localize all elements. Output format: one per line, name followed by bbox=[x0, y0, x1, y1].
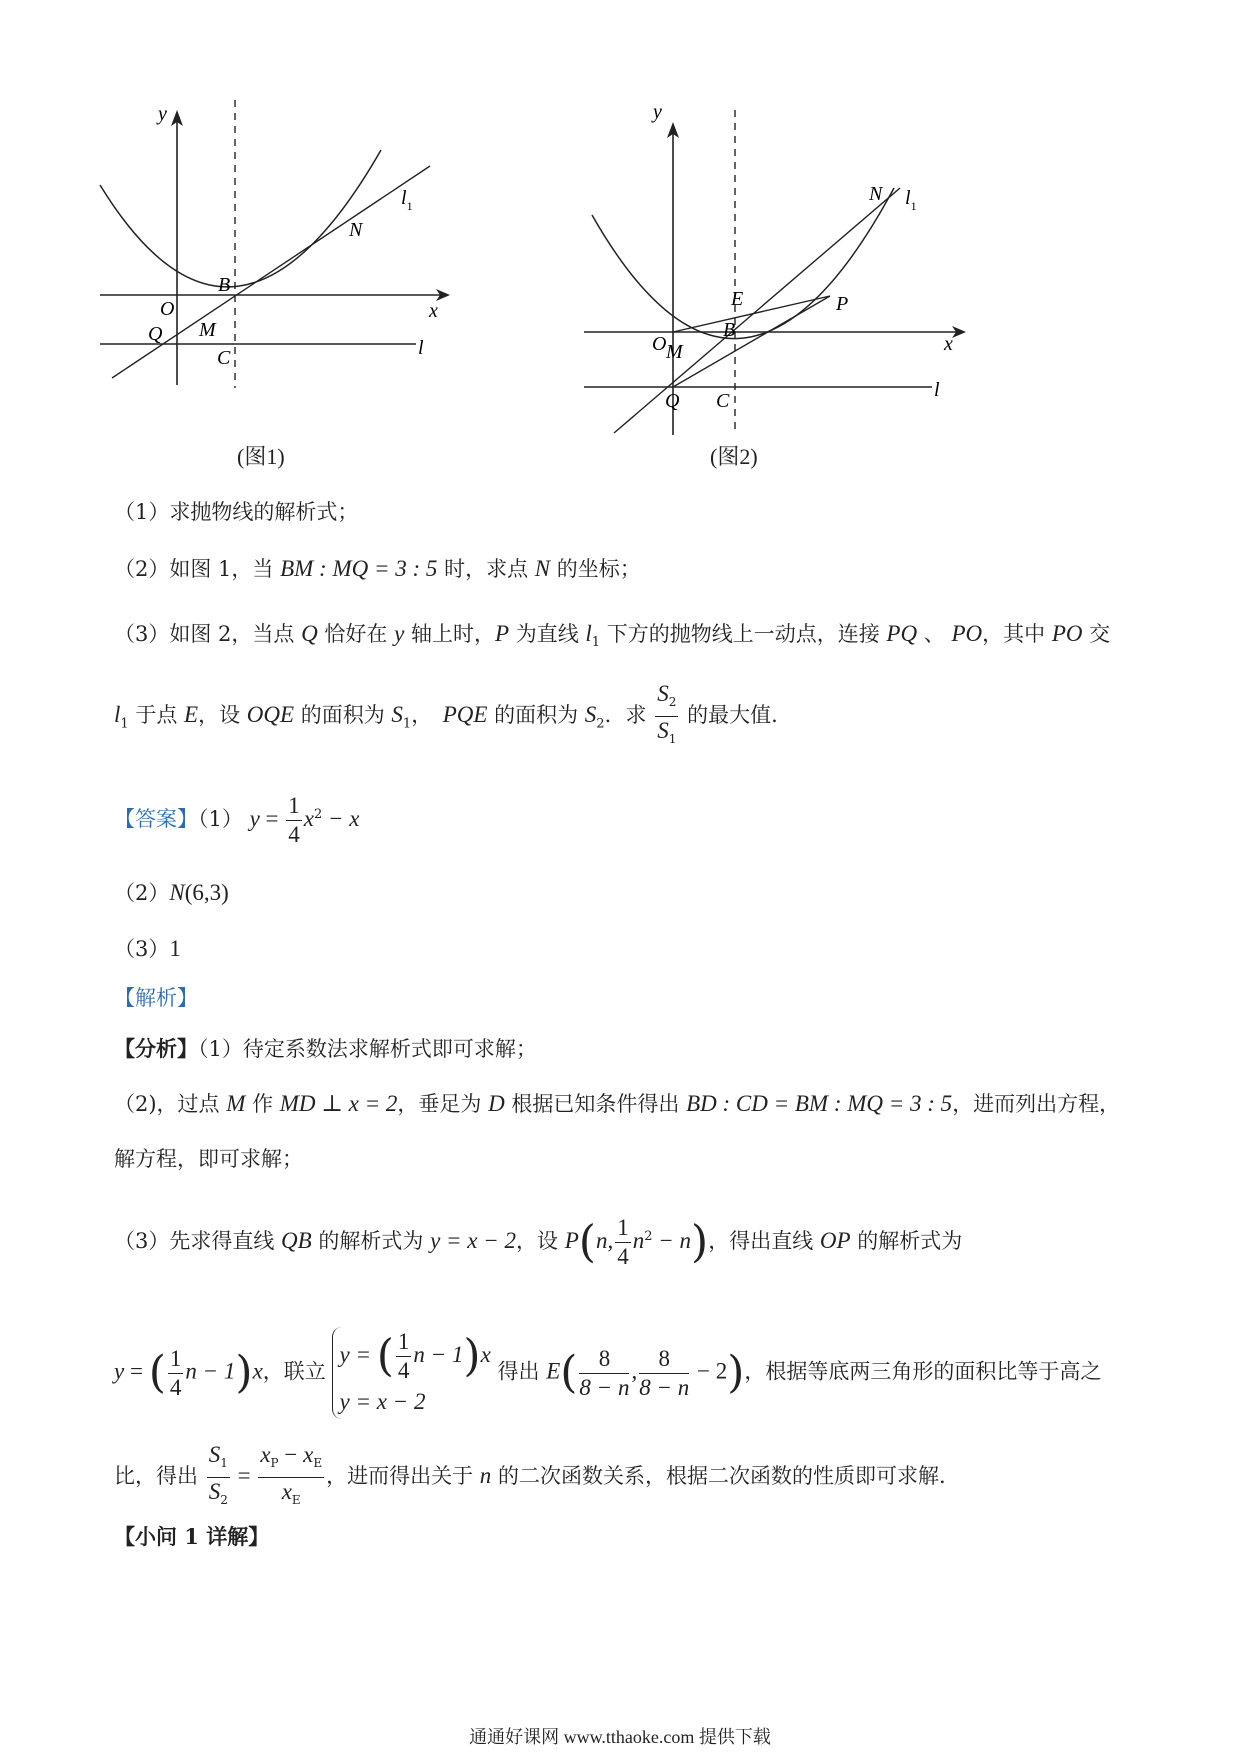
label-y: y bbox=[653, 101, 662, 123]
parabola bbox=[100, 150, 381, 287]
analysis-part-2: （2)，过点 M 作 MD ⊥ x = 2，垂足为 D 根据已知条件得出 BD : CD = BM : MQ = 3 : 5，进而列出方程， bbox=[114, 1091, 1121, 1116]
label-Q: Q bbox=[148, 323, 163, 345]
segment-PQ bbox=[673, 296, 830, 387]
label-l: l bbox=[418, 337, 424, 359]
line-l1 bbox=[614, 188, 900, 433]
segment-PO bbox=[673, 296, 830, 332]
question-1: （1）求抛物线的解析式； bbox=[114, 500, 359, 524]
label-B: B bbox=[218, 274, 231, 296]
answer-3: （3）1 bbox=[114, 936, 181, 961]
figure-2 bbox=[582, 100, 982, 444]
footer: 通通好课网 www.tthaoke.com 提供下载 bbox=[469, 1727, 771, 1747]
question-3-line-2: $l_1$ 于点 E，设 OQE 的面积为 $S_1$， PQE 的面积为 $S_2$．求 $\frac{S_2}{S_1}$ 的最大值. bbox=[114, 680, 778, 753]
label-l1: $l_1$ bbox=[401, 187, 413, 213]
label-y: y bbox=[158, 103, 167, 125]
figure-1-graph bbox=[98, 100, 458, 400]
analysis-part-3-system: y = ( $\frac{1}{4}$ n − 1)x，联立 y = ( $\frac{1}{4}$ n − 1)x y = x − 2 得出 E( $\frac{8}{8 - n}$ , $\frac{8}{8 - n}$ − 2)，根据等底两三角形的面积比等于高之 bbox=[114, 1327, 1101, 1419]
figure-2-graph bbox=[582, 100, 982, 440]
equation-system: y = ( $\frac{1}{4}$ n − 1)x y = x − 2 bbox=[332, 1327, 490, 1419]
fraction-S2-S1: $\frac{S_2}{S_1}$ bbox=[657, 681, 677, 747]
answer-1: 【答案】（1） y = $\frac{1}{4}$ $x^2 - x$ bbox=[114, 793, 360, 847]
label-M: M bbox=[666, 341, 683, 363]
label-l1: $l_1$ bbox=[905, 187, 917, 213]
question-2: （2）如图 1，当 BM : MQ = 3 : 5 时，求点 N 的坐标； bbox=[114, 556, 641, 581]
label-x: x bbox=[429, 300, 438, 322]
figure-1-caption: (图1) bbox=[237, 444, 285, 469]
answer-2: （2）N(6,3) bbox=[114, 880, 229, 905]
label-O: O bbox=[652, 333, 667, 355]
subquestion-1-title: 【小问 1 详解】 bbox=[114, 1524, 270, 1549]
question-3-line-1: （3）如图 2，当点 Q 恰好在 y 轴上时，P 为直线 $l_1$ 下方的抛物线上一动点，连接 PQ 、 PO，其中 PO 交 bbox=[114, 621, 1111, 651]
label-l: l bbox=[934, 379, 940, 401]
analysis-part-3-ratio: 比，得出 $\frac{S_1}{S_2}$ = $\frac{x_P - x_E}{x_E}$ ，进而得出关于 n 的二次函数关系，根据二次函数的性质即可求解. bbox=[114, 1442, 946, 1508]
line-l1 bbox=[112, 166, 430, 378]
label-O: O bbox=[160, 298, 175, 320]
label-B: B bbox=[723, 319, 736, 341]
label-P: P bbox=[836, 293, 849, 315]
analysis-heading: 【解析】 bbox=[114, 986, 198, 1010]
analysis-summary: 【分析】（1）待定系数法求解析式即可求解； bbox=[114, 1036, 537, 1061]
label-M: M bbox=[199, 319, 216, 341]
analysis-part-3: （3）先求得直线 QB 的解析式为 y = x − 2，设 P(n, $\frac{1}{4}$ $n^2 - n$)，得出直线 OP 的解析式为 bbox=[114, 1215, 963, 1269]
figure-1 bbox=[98, 100, 458, 404]
analysis-part-2-cont: 解方程，即可求解； bbox=[114, 1147, 303, 1171]
label-N: N bbox=[869, 183, 883, 205]
label-C: C bbox=[217, 347, 231, 369]
label-N: N bbox=[349, 219, 363, 241]
figure-2-caption: (图2) bbox=[710, 444, 758, 469]
label-x: x bbox=[944, 333, 953, 355]
label-Q: Q bbox=[665, 390, 680, 412]
label-E: E bbox=[731, 288, 744, 310]
label-C: C bbox=[716, 390, 730, 412]
